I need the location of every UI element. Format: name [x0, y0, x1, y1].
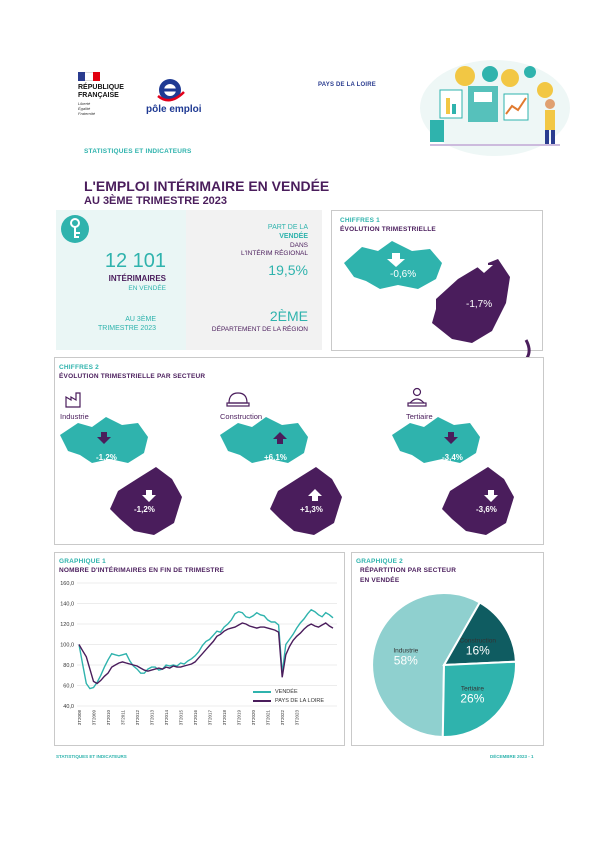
x-tick-label: 3T2013 [149, 710, 155, 726]
motto-1: Liberté [78, 101, 91, 106]
y-tick-label: 40,0 [63, 704, 74, 710]
y-tick-label: 60,0 [63, 683, 74, 690]
sector-vendee-value: -3,4% [442, 453, 463, 462]
x-tick-label: 3T2010 [106, 710, 112, 726]
region-label: PAYS DE LA LOIRE [318, 82, 376, 88]
sector-region-value: -3,6% [476, 505, 497, 514]
graphique2-box [351, 552, 544, 746]
page-subtitle: AU 3ÈME TRIMESTRE 2023 [84, 195, 228, 207]
pie-chart [352, 585, 543, 745]
vendee-map [344, 241, 442, 289]
x-tick-label: 3T2021 [265, 710, 271, 726]
footer-right: DÉCEMBRE 2023 - 1 [490, 754, 534, 759]
sector-label: Construction [220, 412, 263, 421]
marianne-logo [78, 72, 138, 122]
x-tick-label: 3T2012 [135, 710, 141, 726]
chiffres1-box [331, 210, 543, 351]
y-tick-label: 80,0 [63, 663, 74, 669]
motto-3: Fraternité [78, 111, 96, 116]
sector-vendee-value: +6,1% [264, 453, 287, 462]
sector-label: Industrie [60, 412, 89, 421]
kpi-count-sub: EN VENDÉE [128, 285, 166, 292]
legend-label-vendee: VENDÉE [275, 689, 298, 695]
legend-label-region: PAYS DE LA LOIRE [275, 698, 325, 704]
kpi-share-label-4: L'INTÉRIM RÉGIONAL [241, 250, 308, 257]
y-tick-label: 100,0 [60, 642, 74, 649]
chiffres1-region-value: -1,7% [466, 299, 493, 310]
pole-emploi-logo [146, 76, 206, 120]
chiffres2-title: ÉVOLUTION TRIMESTRIELLE PAR SECTEUR [59, 373, 206, 380]
x-tick-label: 3T2011 [120, 710, 126, 725]
pie-value-label: 26% [460, 691, 485, 706]
header-illustration [410, 58, 570, 158]
line-chart [55, 575, 344, 745]
graphique2-title-1: RÉPARTITION PAR SECTEUR [360, 567, 457, 574]
sector-vendee-value: -1,2% [96, 453, 117, 462]
sector-tertiaire [388, 387, 538, 537]
kpi-count: 12 101 [104, 250, 166, 272]
sector-maps [216, 387, 366, 537]
footer-left: STATISTIQUES ET INDICATEURS [56, 754, 127, 759]
y-tick-label: 140,0 [60, 601, 74, 608]
y-tick-label: 160,0 [60, 581, 74, 587]
pie-category-label: Construction [459, 637, 497, 645]
x-tick-label: 3T2016 [193, 710, 199, 726]
chart-legend [253, 689, 324, 704]
legend-item-region [253, 698, 324, 704]
x-tick-label: 3T2014 [164, 710, 170, 726]
kpi-share-value: 19,5% [268, 262, 308, 278]
x-tick-label: 3T2009 [91, 710, 97, 726]
pie-value-label: 16% [465, 643, 490, 658]
chiffres2-tag: CHIFFRES 2 [59, 364, 99, 371]
graphique2-title-2: EN VENDÉE [360, 577, 400, 584]
kpi-share-label-1: PART DE LA [267, 224, 308, 231]
kpi-share-label-2: VENDÉE [279, 233, 308, 240]
kpi-panel [56, 210, 322, 350]
chiffres1-tag: CHIFFRES 1 [340, 217, 380, 224]
republique-line-1: RÉPUBLIQUE [78, 84, 124, 91]
pie-category-label: Tertiaire [460, 685, 484, 693]
kpi-period-1: AU 3ÈME [125, 316, 156, 323]
chiffres1-vendee-value: -0,6% [390, 269, 417, 280]
x-tick-label: 3T2022 [280, 710, 286, 726]
pie-value-label: 58% [393, 653, 418, 668]
y-tick-label: 120,0 [60, 622, 74, 628]
sector-region-value: -1,2% [134, 505, 155, 514]
sector-construction [216, 387, 366, 537]
sector-region-value: +1,3% [300, 505, 323, 514]
x-tick-label: 3T2017 [207, 710, 213, 726]
sector-maps [56, 387, 206, 537]
legend-item-vendee [253, 689, 324, 695]
kpi-rank-label: DÉPARTEMENT DE LA RÉGION [211, 326, 308, 333]
graphique1-title: NOMBRE D'INTÉRIMAIRES EN FIN DE TRIMESTRE [59, 567, 225, 574]
page-title: L'EMPLOI INTÉRIMAIRE EN VENDÉE [84, 178, 330, 194]
kpi-rank-value: 2ÈME [269, 308, 308, 324]
republique-line-2: FRANÇAISE [78, 92, 119, 99]
kpi-count-label: INTÉRIMAIRES [108, 274, 166, 283]
x-tick-label: 3T2015 [178, 710, 184, 726]
pie-category-label: Industrie [393, 647, 419, 655]
x-tick-label: 3T2019 [236, 710, 242, 726]
pole-emploi-wordmark: pôle emploi [146, 104, 202, 115]
sector-maps [388, 387, 538, 537]
sector-industrie [56, 387, 206, 537]
x-tick-label: 3T2018 [222, 710, 228, 726]
section-label: STATISTIQUES ET INDICATEURS [84, 148, 192, 155]
kpi-period-2: TRIMESTRE 2023 [98, 325, 156, 332]
graphique2-tag: GRAPHIQUE 2 [356, 558, 403, 565]
x-tick-label: 3T2020 [251, 710, 257, 726]
x-tick-label: 3T2023 [294, 710, 300, 726]
x-tick-label: 3T2008 [77, 710, 82, 726]
chiffres1-maps [332, 211, 542, 350]
sector-label: Tertiaire [406, 412, 433, 421]
kpi-share-label-3: DANS [289, 242, 308, 249]
chiffres1-title: ÉVOLUTION TRIMESTRIELLE [340, 226, 436, 233]
key-icon [60, 214, 90, 244]
motto-2: Égalité [78, 106, 91, 111]
graphique1-box [54, 552, 345, 746]
graphique1-tag: GRAPHIQUE 1 [59, 558, 106, 565]
